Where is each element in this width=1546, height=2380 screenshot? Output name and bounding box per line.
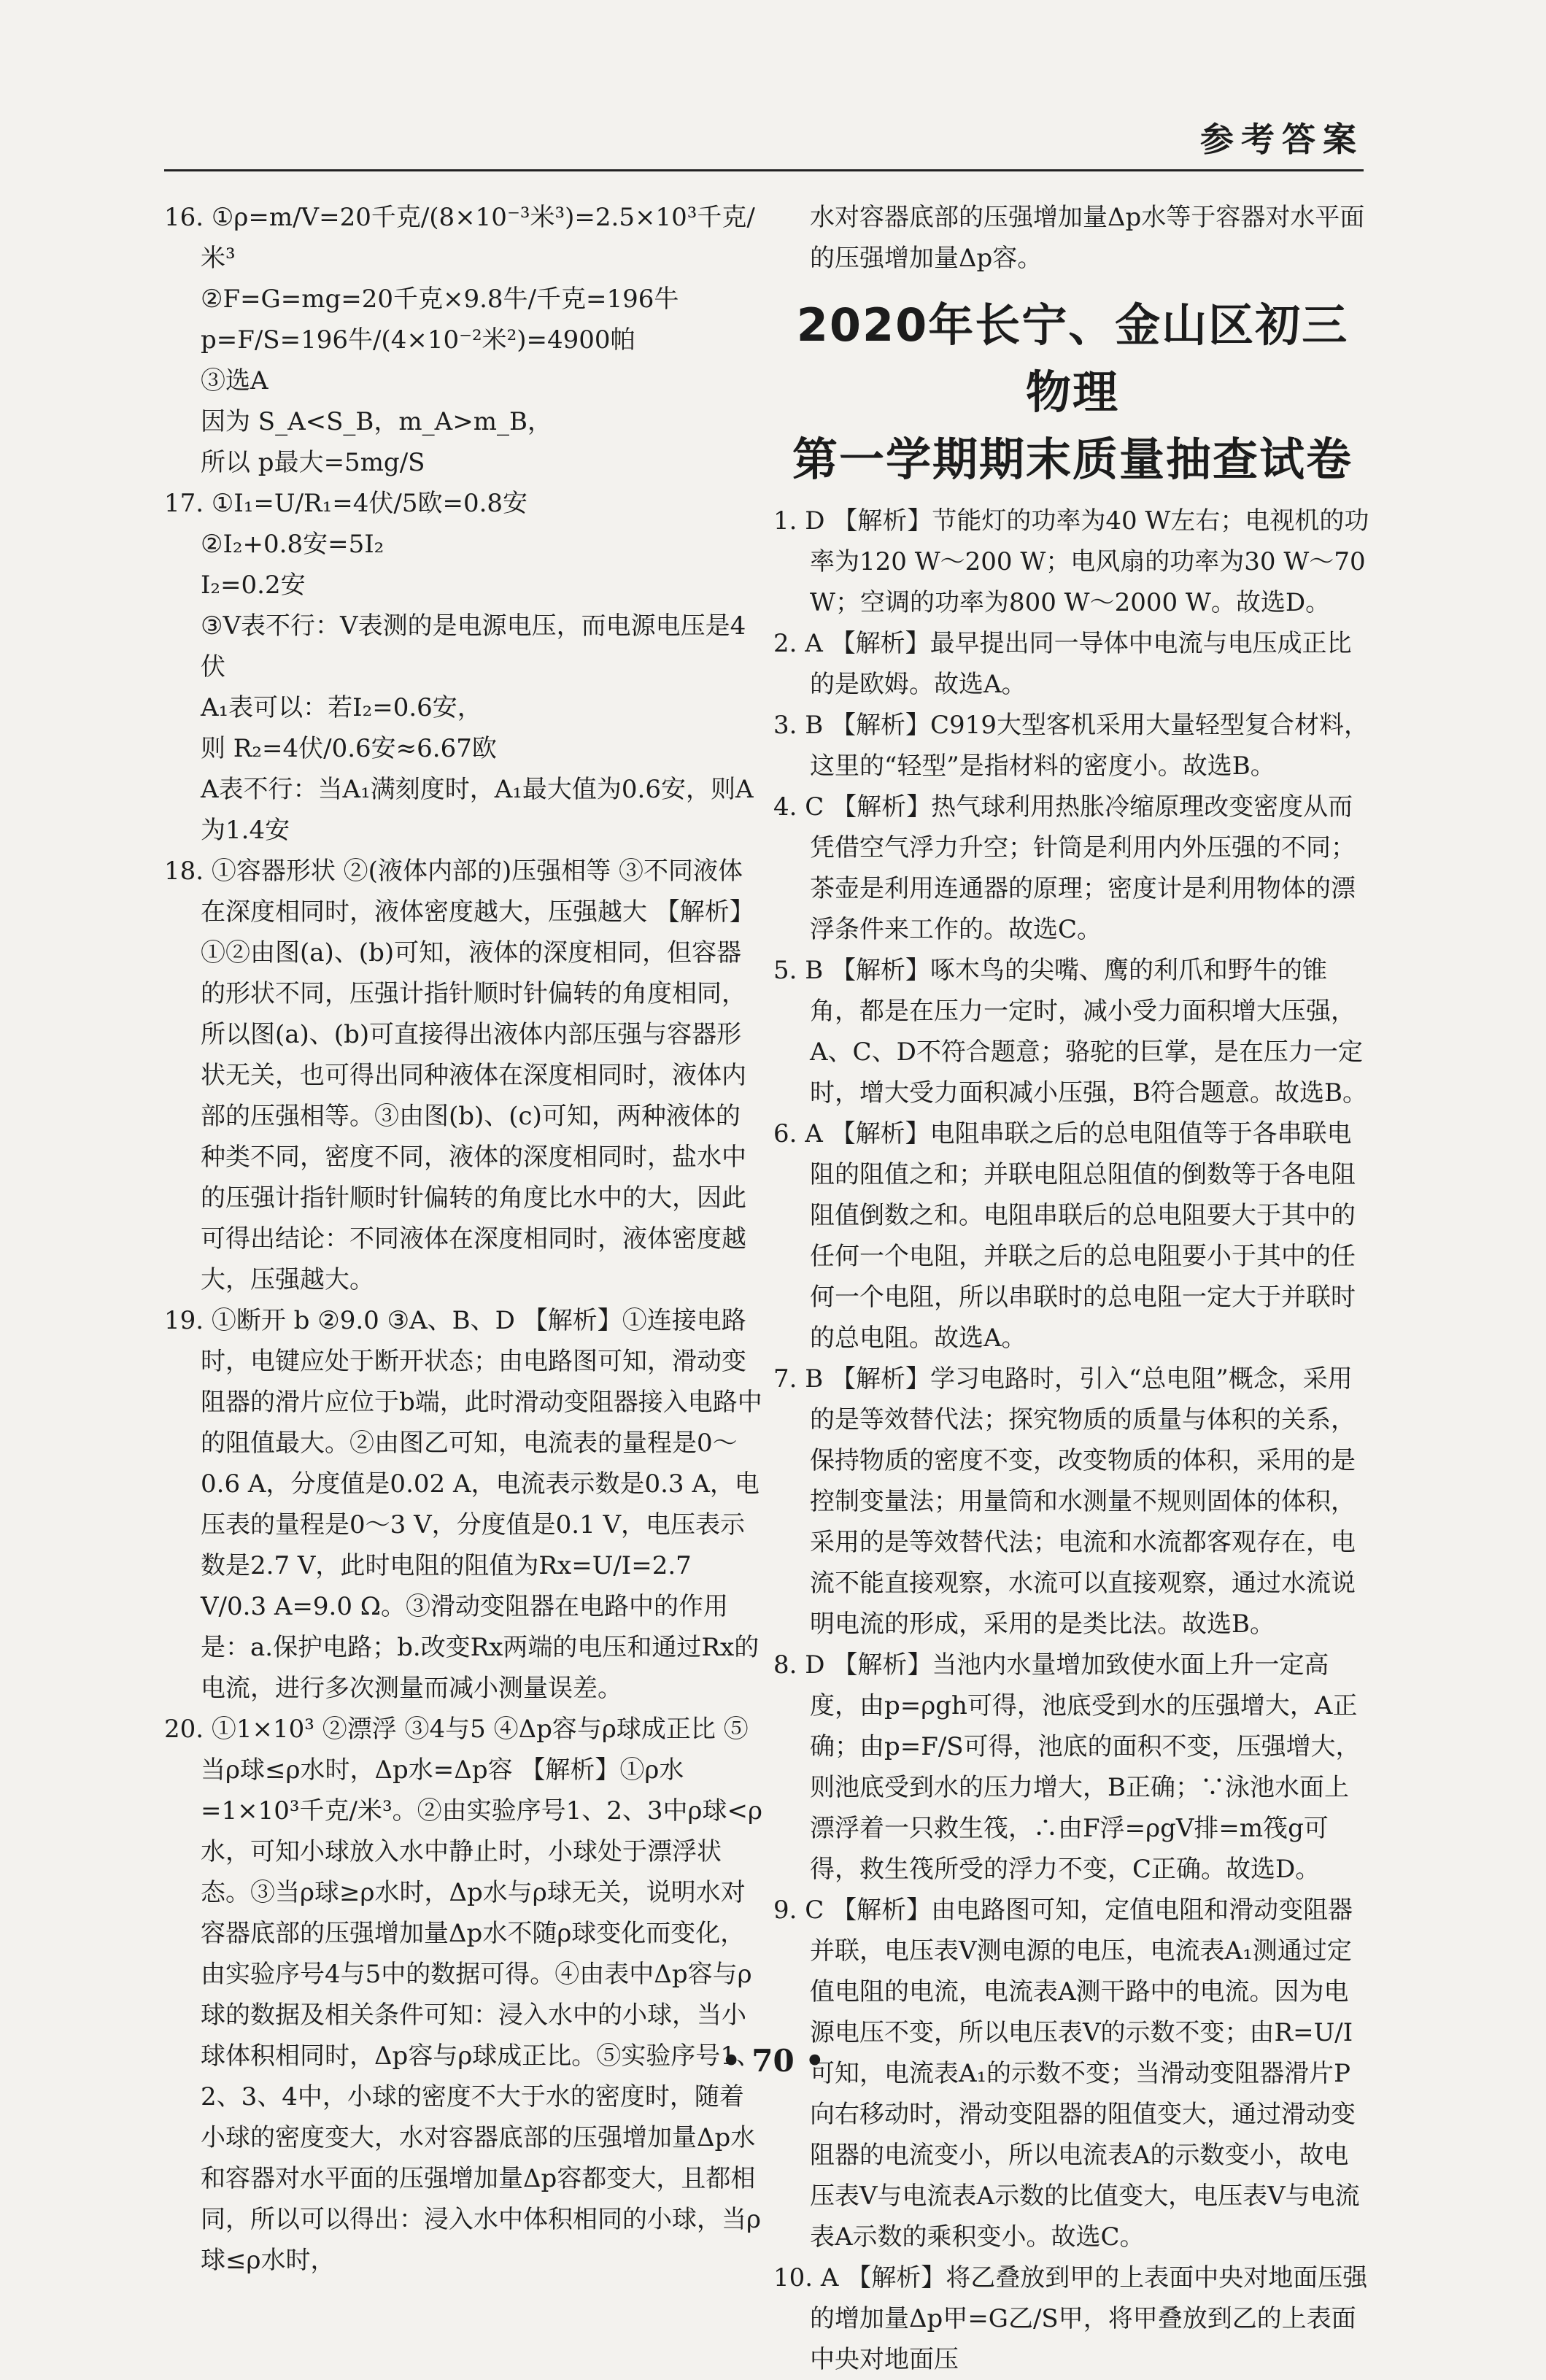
answer-20: 20. ①1×10³ ②漂浮 ③4与5 ④Δp容与ρ球成正比 ⑤当ρ球≤ρ水时，Δp水=Δp容 【解析】①ρ水=1×10³千克/米³。②由实验序号1、2、3中ρ球<ρ水，可知小球放入水中静止时，小球处于漂浮状态。③当ρ球≥ρ水时，Δp水与ρ球无关，说明水对容器底部的压强增加量Δp水不随ρ球变化而变化，由实验序号4与5中的数据可得。④由表中Δp容与ρ球的数据及相关条件可知：浸入水中的小球，当小球体积相同时，Δp容与ρ球成正比。⑤实验序号1、2、3、4中，小球的密度不大于水的密度时，随着小球的密度变大，水对容器底部的压强增加量Δp水和容器对水平面的压强增加量Δp容都变大，且都相同，所以可以得出：浸入水中体积相同的小球，当ρ球≤ρ水时， (164, 1715, 762, 2275)
answer-8: 8. D 【解析】当池内水量增加致使水面上升一定高度，由p=ρgh可得，池底受到水的压强增大，A正确；由p=F/S可得，池底的面积不变，压强增大，则池底受到水的压力增大，B正确；∵泳池水面上漂浮着一只救生筏，∴由F浮=ρgV排=m筏g可得，救生筏所受的浮力不变，C正确。故选D。 (773, 1650, 1361, 1884)
answer-17-line: I₂=0.2安 (201, 571, 306, 600)
answer-16-line: p=F/S=196牛/(4×10⁻²米²)=4900帕 (201, 325, 635, 355)
answer-7: 7. B 【解析】学习电路时，引入“总电阻”概念，采用的是等效替代法；探究物质的质量与体积的关系，保持物质的密度不变，改变物质的体积，采用的是控制变量法；用量筒和水测量不规则固体的体积，采用的是等效替代法；电流和水流都客观存在，电流不能直接观察，水流可以直接观察，通过水流说明电流的形成，采用的是类比法。故选B。 (773, 1364, 1356, 1639)
header-divider (164, 169, 1364, 171)
answer-17-line: A₁表可以：若I₂=0.6安， (201, 693, 482, 722)
answer-20-continued: 水对容器底部的压强增加量Δp水等于容器对水平面的压强增加量Δp容。 (810, 203, 1365, 273)
answer-18: 18. ①容器形状 ②(液体内部的)压强相等 ③不同液体在深度相同时，液体密度越大，压强越大 【解析】①②由图(a)、(b)可知，液体的深度相同，但容器的形状不同，压强计指针顺时针偏转的角度相同，所以图(a)、(b)可直接得出液体内部压强与容器形状无关，也可得出同种液体在深度相同时，液体内部的压强相等。③由图(b)、(c)可知，两种液体的种类不同，密度不同，液体的深度相同时，盐水中的压强计指针顺时针偏转的角度比水中的大，因此可得出结论：不同液体在深度相同时，液体密度越大，压强越大。 (164, 857, 754, 1294)
answer-17 (164, 483, 762, 851)
answer-16-line: 所以 p最大=5mg/S (201, 448, 425, 477)
answer-16 (164, 197, 762, 483)
exam-title-line-1: 2020年长宁、金山区初三物理 (796, 298, 1349, 419)
page-number: • 70 • (721, 2043, 825, 2079)
answer-3: 3. B 【解析】C919大型客机采用大量轻型复合材料，这里的“轻型”是指材料的密度小。故选B。 (773, 711, 1369, 781)
exam-title-line-2: 第一学期期末质量抽查试卷 (792, 433, 1353, 486)
answer-19: 19. ①断开 b ②9.0 ③A、B、D 【解析】①连接电路时，电键应处于断开状态；由电路图可知，滑动变阻器的滑片应位于b端，此时滑动变阻器接入电路中的阻值最大。②由图乙可知，电流表的量程是0～0.6 A，分度值是0.02 A，电流表示数是0.3 A，电压表的量程是0～3 V，分度值是0.1 V，电压表示数是2.7 V，此时电阻的阻值为Rx=U/I=2.7 V/0.3 A=9.0 Ω。③滑动变阻器在电路中的作用是：a.保护电路；b.改变Rx两端的电压和通过Rx的电流，进行多次测量而减小测量误差。 (164, 1306, 762, 1703)
answer-17-line: ③V表不行：V表测的是电源电压，而电源电压是4伏 (201, 611, 746, 681)
exam-title (773, 292, 1372, 493)
answer-4: 4. C 【解析】热气球利用热胀冷缩原理改变密度从而凭借空气浮力升空；针筒是利用内外压强的不同；茶壶是利用连通器的原理；密度计是利用物体的漂浮条件来工作的。故选C。 (773, 792, 1356, 944)
answer-16-line: ②F=G=mg=20千克×9.8牛/千克=196牛 (201, 285, 679, 314)
answer-1: 1. D 【解析】节能灯的功率为40 W左右；电视机的功率为120 W～200 W；电风扇的功率为30 W～70 W；空调的功率为800 W～2000 W。故选D。 (773, 506, 1369, 617)
left-column (164, 197, 762, 2281)
answer-17-line: A表不行：当A₁满刻度时，A₁最大值为0.6安，则A为1.4安 (201, 775, 754, 845)
answer-2: 2. A 【解析】最早提出同一导体中电流与电压成正比的是欧姆。故选A。 (773, 629, 1352, 699)
answer-16-line: 因为 S_A<S_B，m_A>m_B， (201, 407, 552, 436)
answer-9: 9. C 【解析】由电路图可知，定值电阻和滑动变阻器并联，电压表V测电源的电压，电流表A₁测通过定值电阻的电流，电流表A测干路中的电流。因为电源电压不变，所以电压表V的示数不变；由R=U/I可知，电流表A₁的示数不变；当滑动变阻器滑片P向右移动时，滑动变阻器的阻值变大，通过滑动变阻器的电流变小，所以电流表A的示数变小，故电压表V与电流表A示数的比值变大，电压表V与电流表A示数的乘积变小。故选C。 (773, 1896, 1360, 2252)
answer-6: 6. A 【解析】电阻串联之后的总电阻值等于各串联电阻的阻值之和；并联电阻总阻值的倒数等于各电阻阻值倒数之和。电阻串联后的总电阻要大于其中的任何一个电阻，并联之后的总电阻要小于其中的任何一个电阻，所以串联时的总电阻一定大于并联时的总电阻。故选A。 (773, 1119, 1356, 1353)
answer-17-line: 则 R₂=4伏/0.6安≈6.67欧 (201, 734, 497, 763)
answer-17-line: ②I₂+0.8安=5I₂ (201, 530, 384, 559)
answer-5: 5. B 【解析】啄木鸟的尖嘴、鹰的利爪和野牛的锥角，都是在压力一定时，减小受力面积增大压强，A、C、D不符合题意；骆驼的巨掌，是在压力一定时，增大受力面积减小压强，B符合题意。故选B。 (773, 956, 1367, 1108)
answer-10: 10. A 【解析】将乙叠放到甲的上表面中央对地面压强的增加量Δp甲=G乙/S甲，将甲叠放到乙的上表面中央对地面压 (773, 2263, 1368, 2374)
answer-16-line: ③选A (201, 366, 268, 395)
header-title: 参考答案 (1200, 120, 1364, 159)
answer-16-line: 16. ①ρ=m/V=20千克/(8×10⁻³米³)=2.5×10³千克/米³ (164, 203, 755, 273)
answer-17-line: 17. ①I₁=U/R₁=4伏/5欧=0.8安 (164, 489, 528, 518)
